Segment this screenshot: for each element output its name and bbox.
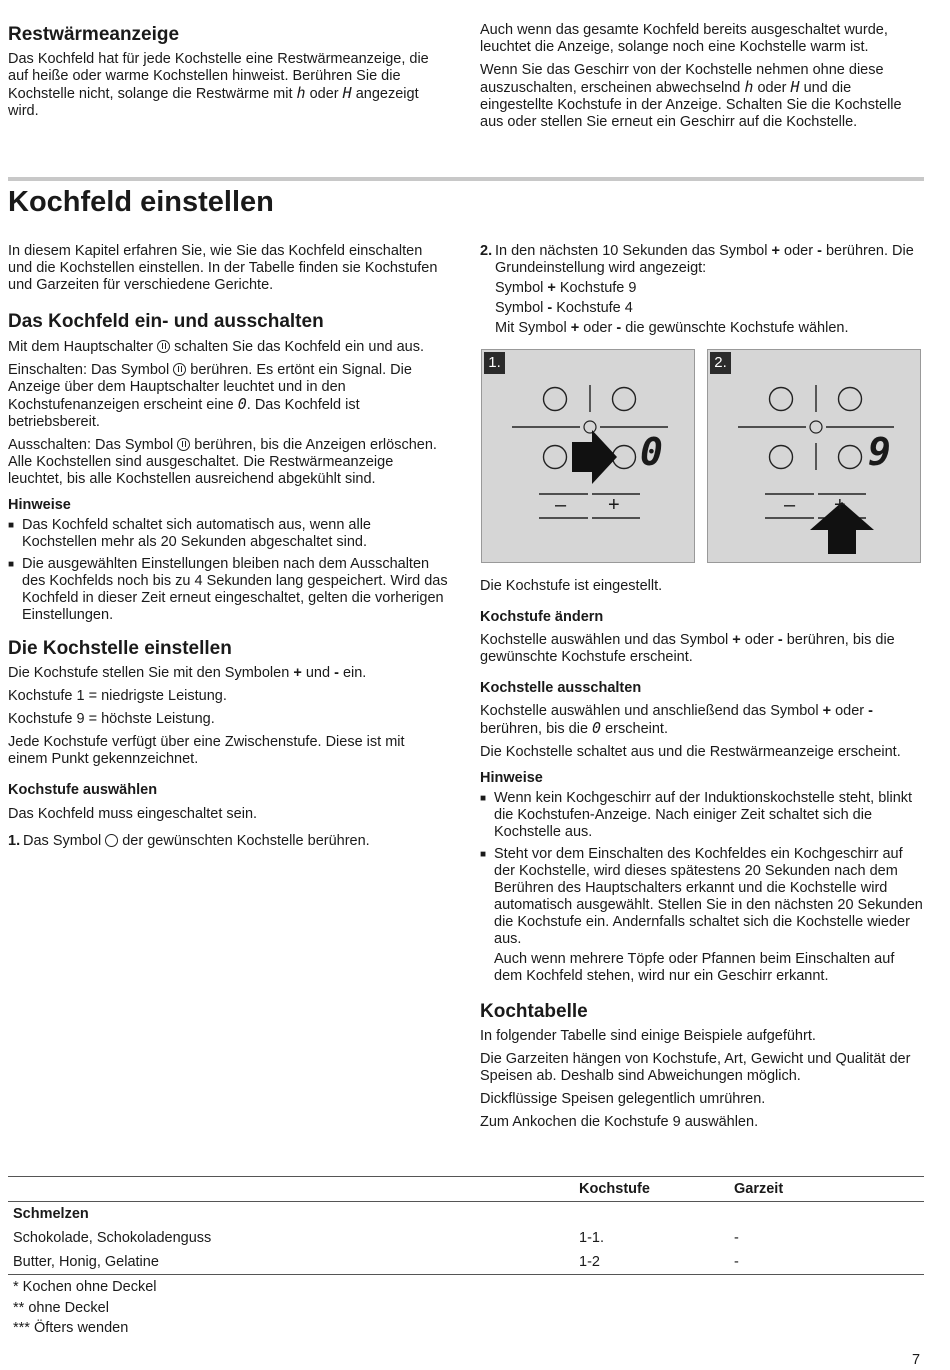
power-icon [584, 421, 596, 433]
main-switch-icon [173, 363, 186, 376]
main-switch-icon [177, 438, 190, 451]
list-item: ■ Steht vor dem Einschalten des Kochfeldes ein Kochgeschirr auf der Kochstelle, wird dieses spätestens 20 Sekunden nach dem Berühren des Hauptschalters erkannt und die Kochstelle wird automatisch ausgewählt. Stellen Sie in den nächsten 20 Sekunden die Kochstufe ein. Andernfalls schaltet sich die Kochstelle wieder aus. Auch wenn mehrere Töpfe oder Pfannen beim Einschalten auf dem Kochfeld stehen, wird nur ein Geschirr erkannt. [480, 846, 923, 984]
section-title-ein-aus: Das Kochfeld ein- und ausschalten [8, 311, 324, 332]
bullet-square-icon: ■ [8, 559, 15, 570]
kochstelle-paragraph-1: Die Kochstufe stellen Sie mit den Symbolen + und - ein. [8, 665, 367, 681]
auswaehlen-paragraph: Das Kochfeld muss eingeschaltet sein. [8, 806, 258, 822]
footnote: ** ohne Deckel [13, 1299, 109, 1316]
ausschalten-paragraph-1: Kochstelle auswählen und anschließend das Symbol + oder - berühren, bis die 0 erscheint. [480, 703, 873, 737]
intro-paragraph: In diesem Kapitel erfahren Sie, wie Sie das Kochfeld einschalten und die Kochstellen einstellen. In der Tabelle finden sie Kochstufen und Garzeiten für verschiedene Gerichte. [8, 243, 438, 293]
list-item: ■ Wenn kein Kochgeschirr auf der Induktionskochstelle steht, blinkt die Kochstufen-Anzeige. Nach einiger Zeit schaltet sich die Kochstelle aus. [480, 790, 913, 840]
ausschalten-paragraph-2: Die Kochstelle schaltet aus und die Restwärmeanzeige erscheint. [480, 744, 901, 760]
auswaehlen-heading: Kochstufe auswählen [8, 782, 158, 798]
bullet-square-icon: ■ [480, 793, 487, 804]
restwaerme-right [480, 22, 924, 131]
kochstelle-paragraph-2: Kochstufe 1 = niedrigste Leistung. [8, 688, 227, 704]
step-1: 1. Das Symbol der gewünschten Kochstelle berühren. [8, 833, 370, 849]
column-header-garzeit: Garzeit [734, 1180, 784, 1197]
restwaerme-paragraph-3: Wenn Sie das Geschirr von der Kochstelle nehmen ohne diese auszuschalten, erscheinen abwechselnd h oder H und die eingestellte Kochstufe in der Anzeige. Schalten Sie die Kochstelle aus oder stellen Sie erneut ein Geschirr auf die Kochstelle. [480, 62, 902, 130]
zero-display-glyph: 0 [592, 719, 602, 737]
power-icon [810, 421, 822, 433]
minus-symbol: – [555, 494, 567, 516]
right-column-top [480, 243, 924, 337]
bullet-square-icon: ■ [480, 849, 487, 860]
kochstelle-paragraph-4: Jede Kochstufe verfügt über eine Zwischenstufe. Diese ist mit einem Punkt gekennzeichnet. [8, 734, 405, 767]
ein-aus-paragraph-1: Mit dem Hauptschalter schalten Sie das Kochfeld ein und aus. [8, 339, 425, 355]
footnote: * Kochen ohne Deckel [13, 1279, 157, 1295]
cooking-zone-icon [839, 446, 862, 469]
column-header-kochstufe: Kochstufe [579, 1180, 650, 1197]
kochtabelle-paragraph-3: Dickflüssige Speisen gelegentlich umrühren. [480, 1091, 766, 1107]
ein-aus-paragraph-2: Einschalten: Das Symbol berühren. Es ertönt ein Signal. Die Anzeige über dem Hauptschalter leuchtet und in den Kochstufenanzeigen erscheint eine 0. Das Kochfeld ist betriebsbereit. [8, 362, 412, 430]
bullet-square-icon: ■ [8, 520, 15, 531]
step-2: 2. In den nächsten 10 Sekunden das Symbol + oder - berühren. Die Grundeinstellung wird angezeigt: [480, 243, 914, 276]
table-header-row [8, 1177, 924, 1202]
table [8, 1177, 924, 1275]
restwaerme-paragraph-1: Das Kochfeld hat für jede Kochstelle eine Restwärmeanzeige, die auf heiße oder warme Kochstellen hinweist. Berühren Sie die Kochstelle nicht, solange die Restwärme mit h oder H angezeigt wird. [8, 51, 429, 119]
cooking-zone-icon [770, 446, 793, 469]
ausschalten-heading: Kochstelle ausschalten [480, 680, 642, 696]
panel-badge: 2. [710, 352, 731, 374]
page-title: Kochfeld einstellen [8, 186, 274, 218]
section-title-restwaerme: Restwärmeanzeige [8, 24, 180, 45]
eingestellt-paragraph: Die Kochstufe ist eingestellt. [480, 578, 663, 594]
table-group-row: Schmelzen [13, 1205, 89, 1222]
illustration-panel-2 [707, 349, 921, 563]
power-level-display: 9 [868, 430, 891, 474]
illustration-panel-1 [481, 349, 695, 563]
page-number: 7 [912, 1352, 921, 1368]
section-title-kochtabelle: Kochtabelle [480, 1001, 588, 1022]
minus-symbol: – [784, 494, 796, 516]
kochstelle-paragraph-3: Kochstufe 9 = höchste Leistung. [8, 711, 215, 727]
cooking-zone-icon [544, 446, 567, 469]
footnote: *** Öfters wenden [13, 1320, 129, 1336]
main-switch-icon [157, 340, 170, 353]
table-row: Schokolade, Schokoladenguss 1-1. - [13, 1229, 739, 1246]
residual-heat-small-h-glyph: h [296, 84, 306, 102]
right-column-bottom [480, 578, 924, 1131]
list-item: ■ Das Kochfeld schaltet sich automatisch aus, wenn alle Kochstellen mehr als 20 Sekunden abgeschaltet sind. [8, 517, 371, 550]
hinweise-heading: Hinweise [480, 770, 543, 786]
aendern-heading: Kochstufe ändern [480, 609, 604, 625]
power-level-display: 0 [640, 430, 663, 474]
plus-symbol: + [608, 494, 620, 516]
plus-symbol: + [834, 494, 846, 516]
table-row: Butter, Honig, Gelatine 1-2 - [8, 1250, 924, 1275]
residual-heat-big-h-glyph: H [342, 84, 352, 102]
kochtabelle-paragraph-1: In folgender Tabelle sind einige Beispiele aufgeführt. [480, 1028, 816, 1044]
cooking-zone-icon [105, 834, 118, 847]
aendern-paragraph: Kochstelle auswählen und das Symbol + oder - berühren, bis die gewünschte Kochstufe erscheint. [480, 632, 895, 665]
kochtabelle-paragraph-4: Zum Ankochen die Kochstufe 9 auswählen. [480, 1114, 759, 1130]
left-column [8, 243, 448, 850]
section-divider [8, 177, 924, 181]
ein-aus-paragraph-3: Ausschalten: Das Symbol berühren, bis die Anzeigen erlöschen. Alle Kochstellen sind ausgeschaltet. Die Restwärmeanzeige leuchtet, bis alle Kochstellen ausreichend abgekühlt sind. [8, 437, 437, 487]
cooking-table [8, 1176, 924, 1339]
cooking-zone-icon [544, 388, 567, 411]
section-title-kochstelle: Die Kochstelle einstellen [8, 638, 232, 659]
restwaerme-left [8, 24, 448, 120]
kochtabelle-paragraph-2: Die Garzeiten hängen von Kochstufe, Art, Gewicht und Qualität der Speisen ab. Deshalb sind Abweichungen möglich. [480, 1051, 911, 1084]
cooking-zone-icon [613, 388, 636, 411]
table-footnotes [8, 1275, 924, 1339]
restwaerme-paragraph-2: Auch wenn das gesamte Kochfeld bereits ausgeschaltet wurde, leuchtet die Anzeige, solange noch eine Kochstelle warm ist. [480, 22, 888, 55]
arrow-right-icon [572, 430, 617, 484]
step-2-details: Symbol + Kochstufe 9 Symbol - Kochstufe 4 Mit Symbol + oder - die gewünschte Kochstufe wählen. [495, 280, 849, 336]
cooking-zone-icon [839, 388, 862, 411]
hinweise-heading: Hinweise [8, 497, 71, 513]
cooking-zone-icon [770, 388, 793, 411]
zero-display-glyph: 0 [237, 395, 247, 413]
panel-badge: 1. [484, 352, 505, 374]
list-item: ■ Die ausgewählten Einstellungen bleiben nach dem Ausschalten des Kochfelds noch bis zu 4 Sekunden lang gespeichert. Wird das Kochfeld in dieser Zeit erneut eingeschaltet, gelten die vorherigen Einstellungen. [8, 556, 448, 623]
